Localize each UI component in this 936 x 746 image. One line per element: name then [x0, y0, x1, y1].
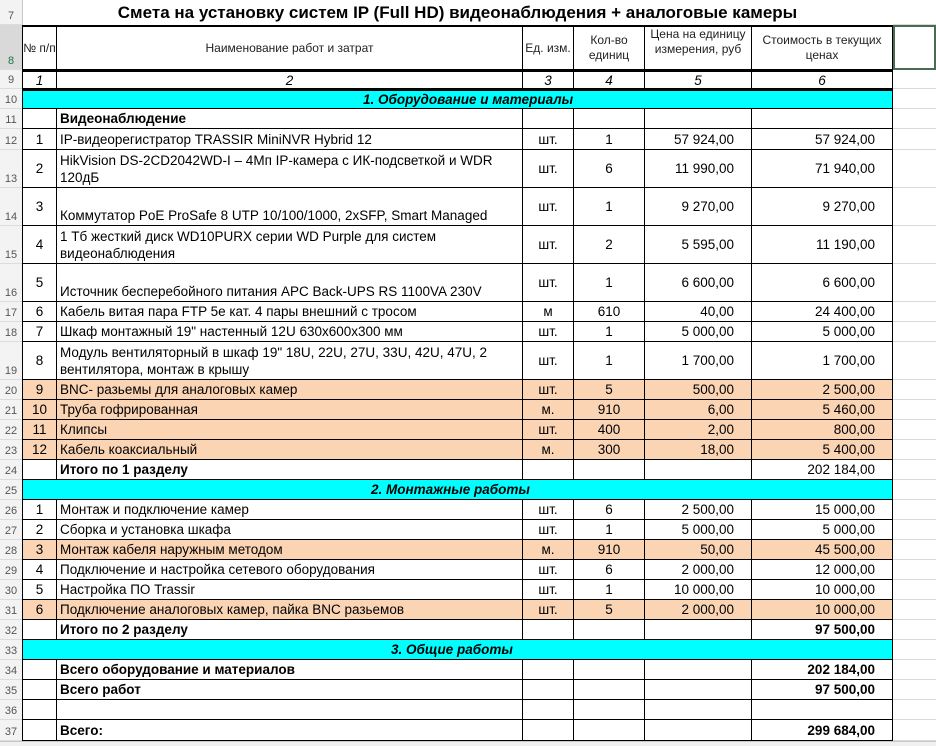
gridline	[893, 680, 936, 700]
row-header[interactable]: 33	[0, 640, 22, 660]
item-cost: 9 270,00	[752, 188, 893, 226]
item-cost: 10 000,00	[752, 600, 893, 620]
works-total-label: Всего работ	[57, 680, 523, 700]
empty-cell	[22, 460, 57, 480]
item-number: 1	[22, 129, 57, 150]
item-qty[interactable]: 910	[574, 540, 645, 560]
gridline	[893, 600, 936, 620]
item-price[interactable]: 57 924,00	[645, 129, 752, 150]
row-header[interactable]: 29	[0, 560, 22, 580]
item-price[interactable]: 50,00	[645, 540, 752, 560]
column-header-cost[interactable]: Стоимость в текущих ценах	[752, 25, 893, 70]
item-name[interactable]: Клипсы	[57, 420, 523, 440]
column-header-price[interactable]: Цена на единицу измерения, руб	[645, 25, 752, 70]
item-price[interactable]: 2 000,00	[645, 560, 752, 580]
item-qty[interactable]: 1	[574, 129, 645, 150]
item-cost: 12 000,00	[752, 560, 893, 580]
item-unit: м.	[523, 540, 574, 560]
row-header[interactable]: 19	[0, 342, 22, 380]
item-price[interactable]: 500,00	[645, 380, 752, 400]
item-name[interactable]: Подключение и настройка сетевого оборудования	[57, 560, 523, 580]
item-name[interactable]: Источник бесперебойного питания APC Back-UPS RS 1100VA 230V	[57, 264, 523, 302]
column-number: 3	[523, 70, 574, 89]
item-name[interactable]: Монтаж кабеля наружным методом	[57, 540, 523, 560]
item-qty[interactable]: 5	[574, 380, 645, 400]
item-cost: 10 000,00	[752, 580, 893, 600]
column-number: 1	[22, 70, 57, 89]
empty-cell	[645, 720, 752, 741]
item-unit: шт.	[523, 380, 574, 400]
empty-cell	[22, 680, 57, 700]
item-qty[interactable]: 6	[574, 560, 645, 580]
equipment-total-value: 202 184,00	[752, 660, 893, 680]
row-header[interactable]: 21	[0, 400, 22, 420]
item-name[interactable]: Шкаф монтажный 19" настенный 12U 630x600x300 мм	[57, 322, 523, 342]
gridline	[893, 500, 936, 520]
item-name[interactable]: Кабель коаксиальный	[57, 440, 523, 460]
row-header[interactable]: 36	[0, 700, 22, 720]
item-price[interactable]: 6,00	[645, 400, 752, 420]
row-header[interactable]: 37	[0, 720, 22, 741]
item-qty[interactable]: 1	[574, 580, 645, 600]
item-unit: шт.	[523, 520, 574, 540]
row-header[interactable]: 17	[0, 302, 22, 322]
section-header-installation: 2. Монтажные работы	[22, 480, 893, 500]
column-number: 5	[645, 70, 752, 89]
empty-cell	[523, 680, 574, 700]
gridline	[893, 540, 936, 560]
item-qty[interactable]: 1	[574, 322, 645, 342]
empty-cell	[645, 660, 752, 680]
item-unit: шт.	[523, 150, 574, 188]
item-cost: 1 700,00	[752, 342, 893, 380]
empty-cell	[574, 680, 645, 700]
gridline	[893, 580, 936, 600]
item-cost: 6 600,00	[752, 264, 893, 302]
item-qty[interactable]: 300	[574, 440, 645, 460]
row-header[interactable]: 18	[0, 322, 22, 342]
gridline	[893, 420, 936, 440]
item-number: 7	[22, 322, 57, 342]
item-price[interactable]: 11 990,00	[645, 150, 752, 188]
item-unit: шт.	[523, 322, 574, 342]
item-name[interactable]: Монтаж и подключение камер	[57, 500, 523, 520]
item-qty[interactable]: 6	[574, 150, 645, 188]
item-name[interactable]: Кабель витая пара FTP 5е кат. 4 пары внешний с тросом	[57, 302, 523, 322]
item-unit: шт.	[523, 226, 574, 264]
empty-cell	[22, 700, 57, 720]
item-number: 11	[22, 420, 57, 440]
gridline	[893, 188, 936, 226]
item-number: 10	[22, 400, 57, 420]
row-header[interactable]: 9	[0, 70, 22, 89]
row-header[interactable]: 11	[0, 109, 22, 129]
empty-cell	[523, 620, 574, 640]
item-price[interactable]: 2 000,00	[645, 600, 752, 620]
empty-cell	[22, 109, 57, 129]
row-header[interactable]: 27	[0, 520, 22, 540]
gridline	[893, 342, 936, 380]
row-header[interactable]: 28	[0, 540, 22, 560]
row-header[interactable]: 24	[0, 460, 22, 480]
item-price[interactable]: 2 500,00	[645, 500, 752, 520]
empty-cell	[645, 680, 752, 700]
item-name[interactable]: Подключение аналоговых камер, пайка BNC разьемов	[57, 600, 523, 620]
section-header-general: 3. Общие работы	[22, 640, 893, 660]
item-number: 4	[22, 560, 57, 580]
item-cost: 24 400,00	[752, 302, 893, 322]
gridline	[893, 440, 936, 460]
item-number: 3	[22, 540, 57, 560]
row-header[interactable]: 35	[0, 680, 22, 700]
row-header[interactable]: 32	[0, 620, 22, 640]
equipment-total-label: Всего оборудование и материалов	[57, 660, 523, 680]
item-unit: м.	[523, 440, 574, 460]
empty-cell	[22, 660, 57, 680]
empty-cell	[523, 700, 574, 720]
gridline	[893, 380, 936, 400]
item-unit: шт.	[523, 129, 574, 150]
row-header[interactable]: 12	[0, 129, 22, 150]
item-cost: 71 940,00	[752, 150, 893, 188]
item-unit: шт.	[523, 580, 574, 600]
item-unit: шт.	[523, 188, 574, 226]
column-header-qty[interactable]: Кол-во единиц	[574, 25, 645, 70]
row-header[interactable]: 23	[0, 440, 22, 460]
item-number: 4	[22, 226, 57, 264]
gridline	[893, 0, 936, 25]
row-header[interactable]: 25	[0, 480, 22, 500]
item-number: 6	[22, 600, 57, 620]
item-qty[interactable]: 1	[574, 520, 645, 540]
row-header[interactable]: 20	[0, 380, 22, 400]
subsection-title: Видеонаблюдение	[57, 109, 523, 129]
works-total-value: 97 500,00	[752, 680, 893, 700]
empty-cell	[645, 460, 752, 480]
item-price[interactable]: 40,00	[645, 302, 752, 322]
grand-total-value: 299 684,00	[752, 720, 893, 741]
item-qty[interactable]: 400	[574, 420, 645, 440]
empty-cell	[574, 460, 645, 480]
empty-cell	[574, 700, 645, 720]
item-number: 2	[22, 150, 57, 188]
column-number: 6	[752, 70, 893, 89]
row-header[interactable]: 15	[0, 226, 22, 264]
gridline	[893, 302, 936, 322]
row-header[interactable]: 8	[0, 25, 22, 70]
gridline	[893, 264, 936, 302]
empty-cell	[57, 700, 523, 720]
item-price[interactable]: 18,00	[645, 440, 752, 460]
item-unit: шт.	[523, 264, 574, 302]
gridline	[893, 400, 936, 420]
gridline	[893, 620, 936, 640]
item-number: 6	[22, 302, 57, 322]
item-unit: шт.	[523, 342, 574, 380]
item-price[interactable]: 9 270,00	[645, 188, 752, 226]
empty-cell	[574, 620, 645, 640]
row-header[interactable]: 10	[0, 89, 22, 109]
item-cost: 800,00	[752, 420, 893, 440]
item-number: 1	[22, 500, 57, 520]
item-qty[interactable]: 1	[574, 188, 645, 226]
empty-cell	[574, 109, 645, 129]
grand-total-label: Всего:	[57, 720, 523, 741]
empty-cell	[22, 720, 57, 741]
gridline	[893, 460, 936, 480]
empty-cell	[574, 720, 645, 741]
item-name[interactable]: 1 Тб жесткий диск WD10PURX серии WD Purple для систем видеонаблюдения	[57, 226, 523, 264]
gridline	[893, 660, 936, 680]
item-price[interactable]: 5 000,00	[645, 520, 752, 540]
gridline	[893, 520, 936, 540]
item-qty[interactable]: 910	[574, 400, 645, 420]
item-name[interactable]: HikVision DS-2CD2042WD-I – 4Мп IP-камера с ИК-подсветкой и WDR 120дБ	[57, 150, 523, 188]
item-price[interactable]: 5 595,00	[645, 226, 752, 264]
item-cost: 45 500,00	[752, 540, 893, 560]
item-name[interactable]: Коммутатор PoE ProSafe 8 UTP 10/100/1000, 2xSFP, Smart Managed	[57, 188, 523, 226]
item-qty[interactable]: 610	[574, 302, 645, 322]
item-unit: шт.	[523, 420, 574, 440]
item-qty[interactable]: 2	[574, 226, 645, 264]
empty-cell	[752, 700, 893, 720]
item-unit: шт.	[523, 560, 574, 580]
item-price[interactable]: 6 600,00	[645, 264, 752, 302]
item-number: 5	[22, 264, 57, 302]
item-name[interactable]: BNC- разьемы для аналоговых камер	[57, 380, 523, 400]
gridline	[893, 89, 936, 109]
item-cost: 5 400,00	[752, 440, 893, 460]
item-cost: 57 924,00	[752, 129, 893, 150]
empty-cell	[523, 660, 574, 680]
item-cost: 11 190,00	[752, 226, 893, 264]
gridline	[893, 720, 936, 741]
item-unit: шт.	[523, 600, 574, 620]
row-header[interactable]: 30	[0, 580, 22, 600]
gridline	[893, 150, 936, 188]
item-number: 2	[22, 520, 57, 540]
item-price[interactable]: 10 000,00	[645, 580, 752, 600]
empty-cell	[22, 620, 57, 640]
section1-total-value: 202 184,00	[752, 460, 893, 480]
item-name[interactable]: Настройка ПО Trassir	[57, 580, 523, 600]
gridline	[893, 640, 936, 660]
item-unit: шт.	[523, 500, 574, 520]
item-cost: 15 000,00	[752, 500, 893, 520]
item-qty[interactable]: 5	[574, 600, 645, 620]
row-header[interactable]: 14	[0, 188, 22, 226]
item-number: 5	[22, 580, 57, 600]
item-cost: 5 000,00	[752, 520, 893, 540]
item-qty[interactable]: 1	[574, 342, 645, 380]
empty-cell	[523, 460, 574, 480]
item-unit: м	[523, 302, 574, 322]
item-price[interactable]: 5 000,00	[645, 322, 752, 342]
empty-cell	[752, 109, 893, 129]
section1-total-label: Итого по 1 разделу	[57, 460, 523, 480]
empty-cell	[523, 109, 574, 129]
item-name[interactable]: Модуль вентиляторный в шкаф 19" 18U, 22U, 27U, 33U, 42U, 47U, 2 вентилятора, монтаж в крышу	[57, 342, 523, 380]
gridline	[893, 560, 936, 580]
section2-total-value: 97 500,00	[752, 620, 893, 640]
gridline	[893, 226, 936, 264]
selected-cell[interactable]	[893, 25, 936, 70]
gridline	[893, 480, 936, 500]
empty-cell	[645, 700, 752, 720]
sheet-title: Смета на установку систем IP (Full HD) видеонаблюдения + аналоговые камеры	[117, 3, 798, 22]
item-qty[interactable]: 1	[574, 264, 645, 302]
column-header-num[interactable]: № п/п	[22, 25, 57, 70]
item-price[interactable]: 1 700,00	[645, 342, 752, 380]
empty-cell	[645, 620, 752, 640]
gridline	[893, 700, 936, 720]
item-number: 9	[22, 380, 57, 400]
item-cost: 2 500,00	[752, 380, 893, 400]
item-name[interactable]: Труба гофрированная	[57, 400, 523, 420]
item-price[interactable]: 2,00	[645, 420, 752, 440]
gridline	[893, 70, 936, 89]
row-header[interactable]: 31	[0, 600, 22, 620]
row-header[interactable]: 7	[0, 0, 22, 25]
item-name[interactable]: Сборка и установка шкафа	[57, 520, 523, 540]
item-qty[interactable]: 6	[574, 500, 645, 520]
gridline	[893, 129, 936, 150]
empty-cell	[645, 109, 752, 129]
column-header-name[interactable]: Наименование работ и затрат	[57, 25, 523, 70]
column-header-unit[interactable]: Ед. изм.	[523, 25, 574, 70]
column-number: 4	[574, 70, 645, 89]
gridline	[893, 109, 936, 129]
item-number: 8	[22, 342, 57, 380]
item-number: 3	[22, 188, 57, 226]
item-number: 12	[22, 440, 57, 460]
sheet-tab-strip[interactable]	[0, 741, 936, 746]
row-header[interactable]: 34	[0, 660, 22, 680]
section2-total-label: Итого по 2 разделу	[57, 620, 523, 640]
section-header-equipment: 1. Оборудование и материалы	[22, 89, 893, 109]
item-cost: 5 000,00	[752, 322, 893, 342]
item-cost: 5 460,00	[752, 400, 893, 420]
row-header[interactable]: 13	[0, 150, 22, 188]
row-header[interactable]: 22	[0, 420, 22, 440]
empty-cell	[574, 660, 645, 680]
empty-cell	[523, 720, 574, 741]
gridline	[893, 322, 936, 342]
column-number: 2	[57, 70, 523, 89]
row-header[interactable]: 16	[0, 264, 22, 302]
item-unit: м.	[523, 400, 574, 420]
row-header[interactable]: 26	[0, 500, 22, 520]
item-name[interactable]: IP-видеорегистратор TRASSIR MiniNVR Hybrid 12	[57, 129, 523, 150]
